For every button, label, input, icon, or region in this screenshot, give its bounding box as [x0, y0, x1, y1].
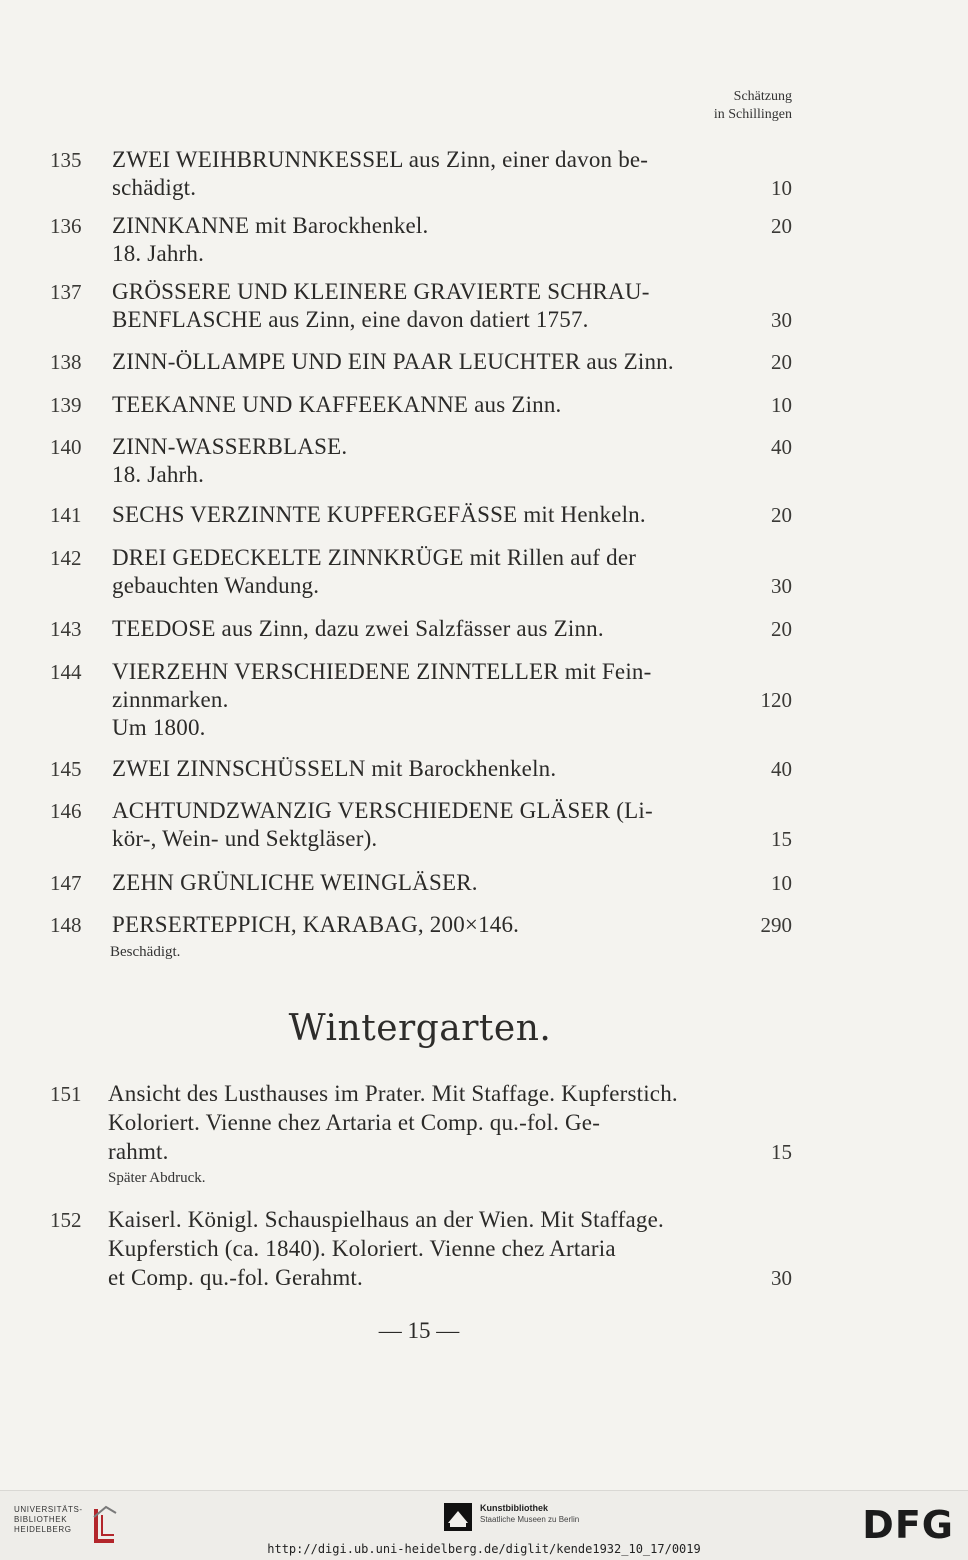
entry-price: 10 — [771, 393, 792, 417]
entry-text-line: Kaiserl. Königl. Schauspielhaus an der Wien. Mit Staffage. — [108, 1207, 664, 1232]
entry-text-line: ACHTUNDZWANZIG VERSCHIEDENE GLÄSER (Li- — [112, 798, 653, 823]
entry-text-line: zinnmarken. — [112, 687, 229, 712]
entry-text-line: TEEKANNE UND KAFFEEKANNE aus Zinn. — [112, 392, 562, 417]
kunstbibliothek-logo[interactable] — [444, 1503, 580, 1535]
entry-number: 146 — [50, 799, 82, 823]
header-line-1: Schätzung — [733, 89, 792, 104]
ub-logo-text — [14, 1505, 94, 1535]
kunstbibliothek-subtitle: Staatliche Museen zu Berlin — [480, 1515, 580, 1524]
entry-text-line: Kupferstich (ca. 1840). Koloriert. Vienne chez Artaria — [108, 1236, 616, 1261]
entry-price: 40 — [771, 435, 792, 459]
entry-price: 290 — [760, 913, 792, 937]
entry-price: 20 — [771, 214, 792, 238]
entry-price: 120 — [760, 688, 792, 712]
entry-note: Beschädigt. — [110, 944, 181, 960]
entry-number: 137 — [50, 280, 82, 304]
entry-number: 135 — [50, 148, 82, 172]
entry-number: 141 — [50, 503, 82, 527]
entry-price: 20 — [771, 503, 792, 527]
entry-number: 142 — [50, 546, 82, 570]
entry-note: Später Abdruck. — [108, 1170, 206, 1186]
entry-price: 15 — [771, 1140, 792, 1164]
source-url-link[interactable]: http://digi.ub.uni-heidelberg.de/diglit/kende1932_10_17/0019 — [267, 1542, 701, 1556]
entry-text-line: BENFLASCHE aus Zinn, eine davon datiert 1757. — [112, 307, 589, 332]
entry-number: 145 — [50, 757, 82, 781]
entry-text-line: rahmt. — [108, 1139, 169, 1164]
entry-text-line: VIERZEHN VERSCHIEDENE ZINNTELLER mit Fein- — [112, 659, 652, 684]
ub-logo-line: HEIDELBERG — [14, 1525, 72, 1534]
header-line-2: in Schillingen — [713, 107, 792, 122]
ub-logo-line: UNIVERSITÄTS- — [14, 1505, 83, 1514]
entry-price: 20 — [771, 350, 792, 374]
kunstbibliothek-title: Kunstbibliothek — [480, 1503, 548, 1513]
entry-price: 15 — [771, 827, 792, 851]
footer-bar — [0, 1490, 968, 1560]
entry-number: 143 — [50, 617, 82, 641]
entry-text-line: 18. Jahrh. — [112, 241, 205, 266]
entry-number: 140 — [50, 435, 82, 459]
entry-text-line: Um 1800. — [112, 715, 206, 740]
entry-number: 138 — [50, 350, 82, 374]
ub-logo-line: BIBLIOTHEK — [14, 1515, 68, 1524]
entry-text-line: 18. Jahrh. — [112, 462, 205, 487]
ub-emblem-icon — [90, 1505, 120, 1545]
entry-number: 152 — [50, 1208, 82, 1232]
entry-text-line: GRÖSSERE UND KLEINERE GRAVIERTE SCHRAU- — [112, 279, 650, 304]
entry-number: 148 — [50, 913, 82, 937]
entry-text-line: Ansicht des Lusthauses im Prater. Mit Staffage. Kupferstich. — [108, 1081, 678, 1106]
kunstbibliothek-emblem-icon — [444, 1503, 472, 1531]
column-header — [714, 88, 792, 124]
entry-price: 20 — [771, 617, 792, 641]
entry-price: 30 — [771, 574, 792, 598]
page-number: — 15 — — [378, 1318, 460, 1343]
entry-text-line: DREI GEDECKELTE ZINNKRÜGE mit Rillen auf der — [112, 545, 637, 570]
entry-price: 10 — [771, 871, 792, 895]
entry-text-line: ZINNKANNE mit Barockhenkel. — [112, 213, 429, 238]
entry-number: 151 — [50, 1082, 82, 1106]
entry-text-line: et Comp. qu.-fol. Gerahmt. — [108, 1265, 363, 1290]
entry-text-line: ZEHN GRÜNLICHE WEINGLÄSER. — [112, 870, 478, 895]
entry-text-line: ZINN-WASSERBLASE. — [112, 434, 348, 459]
entry-number: 139 — [50, 393, 82, 417]
entry-text-line: SECHS VERZINNTE KUPFERGEFÄSSE mit Henkeln. — [112, 502, 646, 527]
entry-text-line: kör-, Wein- und Sektgläser). — [112, 826, 378, 851]
entry-price: 30 — [771, 1266, 792, 1290]
entry-number: 147 — [50, 871, 82, 895]
entry-text-line: ZINN-ÖLLAMPE UND EIN PAAR LEUCHTER aus Zinn. — [112, 349, 674, 374]
entry-text-line: TEEDOSE aus Zinn, dazu zwei Salzfässer aus Zinn. — [112, 616, 604, 641]
entry-price: 40 — [771, 757, 792, 781]
section-title: Wintergarten. — [288, 1008, 552, 1049]
entry-text-line: ZWEI ZINNSCHÜSSELN mit Barockhenkeln. — [112, 756, 557, 781]
entry-text-line: Koloriert. Vienne chez Artaria et Comp. qu.-fol. Ge- — [108, 1110, 601, 1135]
entry-text-line: schädigt. — [112, 175, 197, 200]
entry-text-line: ZWEI WEIHBRUNNKESSEL aus Zinn, einer davon be- — [112, 147, 649, 172]
entry-number: 136 — [50, 214, 82, 238]
dfg-logo[interactable]: DFG — [862, 1503, 954, 1547]
entry-price: 30 — [771, 308, 792, 332]
entry-price: 10 — [771, 176, 792, 200]
entry-text-line: PERSERTEPPICH, KARABAG, 200×146. — [112, 912, 520, 937]
entry-text-line: gebauchten Wandung. — [112, 573, 320, 598]
entry-number: 144 — [50, 660, 82, 684]
